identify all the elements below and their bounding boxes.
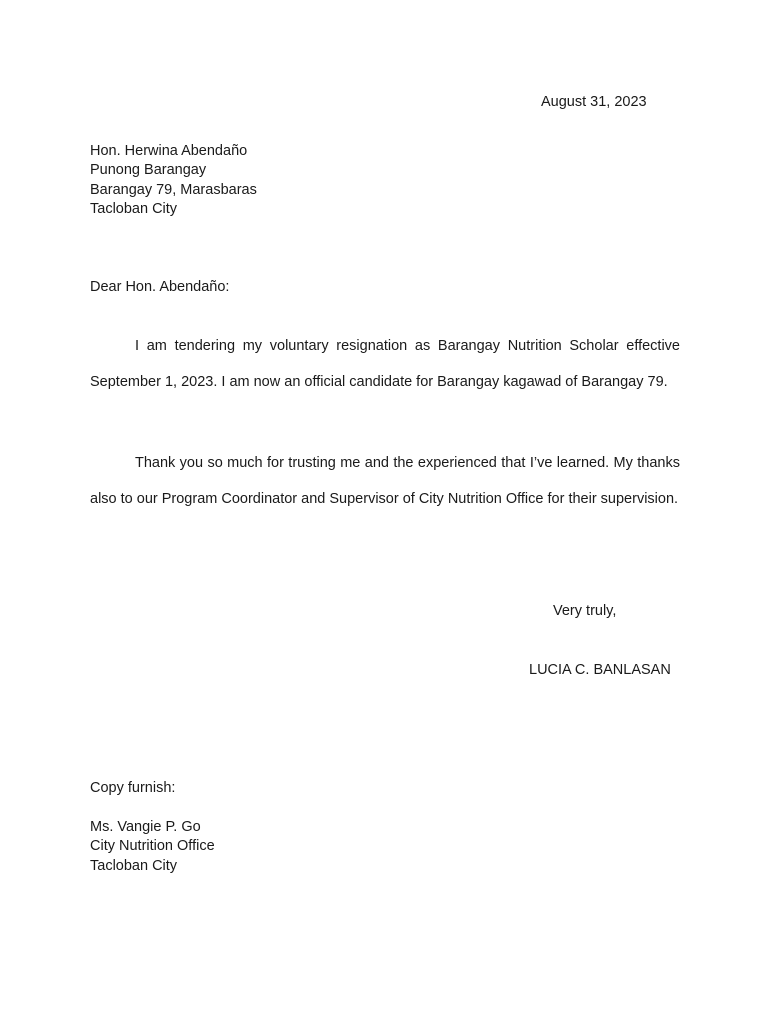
recipient-address-line2: Tacloban City (90, 200, 178, 217)
recipient-name: Hon. Herwina Abendaño (90, 143, 248, 159)
signatory-name: LUCIA C. BANLASAN (529, 662, 671, 678)
body-paragraph-2: Thank you so much for trusting me and the experienced that I’ve learned. My thanks also to our Program Coordinator and Supervisor of City Nutrition Office for their supervision. (90, 455, 680, 507)
recipient-position: Punong Barangay (90, 162, 207, 179)
copy-furnish-label: Copy furnish: (90, 780, 176, 796)
copy-furnish-office: City Nutrition Office (90, 838, 215, 855)
recipient-block (90, 142, 257, 219)
copy-furnish-name: Ms. Vangie P. Go (90, 819, 201, 835)
salutation: Dear Hon. Abendaño: (90, 279, 230, 295)
letter-date: August 31, 2023 (541, 94, 647, 110)
copy-furnish-city: Tacloban City (90, 857, 178, 874)
copy-furnish-block (90, 818, 215, 876)
recipient-address-line1: Barangay 79, Marasbaras (90, 181, 257, 198)
body-paragraph-1: I am tendering my voluntary resignation as Barangay Nutrition Scholar effective September 1, 2023. I am now an official candidate for Barangay kagawad of Barangay 79. (90, 338, 680, 390)
closing: Very truly, (553, 603, 617, 619)
